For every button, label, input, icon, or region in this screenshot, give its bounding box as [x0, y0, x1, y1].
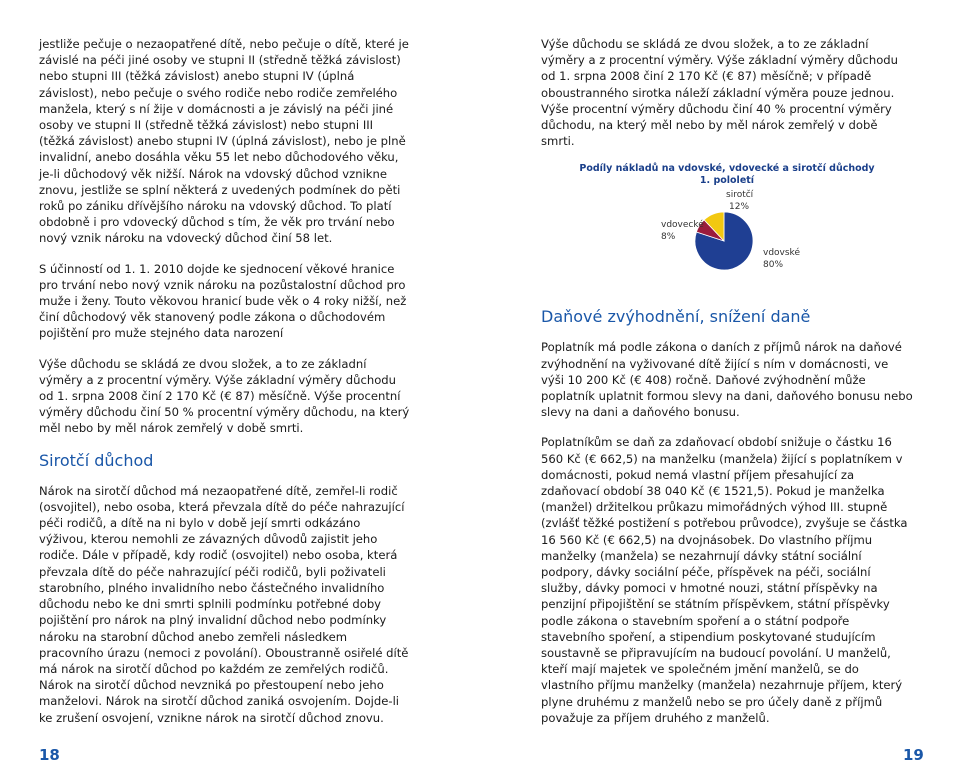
- pie-chart: [541, 163, 913, 293]
- page-number-right: 19: [903, 746, 924, 764]
- label-vdovske-name: vdovské: [763, 248, 800, 259]
- label-sirotci-name: sirotčí: [726, 190, 754, 201]
- left-paragraph-1: jestliže pečuje o nezaopatřené dítě, nebo pečuje o dítě, které je závislé na péči jiné osoby ve stupni II (středně těžká závislost) nebo stupni III (těžká závislost) anebo stupni IV (úplná závislost), nebo pečuje o svého rodiče nebo rodiče zemřelého manžela, který s ní žije v domácnosti a je závislý na péči jiné osoby ve stupni II (středně těžká závislost) nebo stupni III (těžká závislost) anebo stupni IV (úplná závislost), nebo je plně invalidní, anebo dosáhla věku 55 let nebo důchodového věku, je-li důchodový věk nižší. Nárok na vdovský důchod vznikne znovu, jestliže se splní některá z uvedených podmínek do pěti roků po zániku dřívějšího nároku na vdovský důchod. To platí obdobně i pro vdovecký důchod s tím, že věk pro trvání nebo nový vznik nároku na vdovecký důchod činí 58 let.: [39, 37, 409, 246]
- label-vdovecke-value: 8%: [661, 232, 676, 243]
- left-paragraph-3: Výše důchodu se skládá ze dvou složek, a to ze základní výměry a z procentní výměry. Výše základní výměry důchodu od 1. srpna 2008 činí 2 170 Kč (€ 87) měsíčně. Výše procentní výměry důchodu činí 50 % procentní výměry důchodu, na který měl nebo by měl nárok zemřelý v době smrti.: [39, 356, 410, 436]
- right-paragraph-1: Výše důchodu se skládá ze dvou složek, a to ze základní výměry a z procentní výměry. Výše základní výměry důchodu od 1. srpna 2008 činí 2 170 Kč (€ 87) měsíčně; v případě oboustranného sirotka náleží základní výměra pouze jednou. Výše procentní výměry důchodu činí 40 % procentní výměry důchodu, na který měl nebo by měl nárok zemřelý v době smrti.: [541, 37, 899, 149]
- right-paragraph-2: Poplatník má podle zákona o daních z příjmů nárok na daňové zvýhodnění na vyživované dítě žijící s ním v domácnosti, ve výši 10 200 Kč (€ 408) ročně. Daňové zvýhodnění může poplatník uplatnit formou slevy na dani, daňového bonusu nebo slevy na dani a daňového bonusu.: [541, 340, 913, 420]
- left-paragraph-2: S účinností od 1. 1. 2010 dojde ke sjednocení věkové hranice pro trvání nebo nový vznik nároku na pozůstalostní důchod pro muže i ženy. Touto věkovou hranicí bude věk o 4 roky nižší, než činí důchodový věk stanovený podle zákona o důchodovém pojištění pro muže stejného data narození: [39, 261, 407, 341]
- pie-svg: [541, 189, 913, 293]
- right-column: [541, 36, 913, 740]
- label-vdovske-value: 80%: [763, 260, 784, 271]
- heading-sirotci-duchod: Sirotčí důchod: [39, 450, 154, 470]
- chart-title: [541, 163, 913, 187]
- left-paragraph-4: Nárok na sirotčí důchod má nezaopatřené dítě, zemřel-li rodič (osvojitel), nebo osoba, která převzala dítě do péče nahrazující péči rodičů, a dítě na ni bylo v době její smrti odkázáno výživou, kterou nemohli ze závazných důvodů zajistit jeho rodiče. Dále v případě, kdy rodič (osvojitel) nebo osoba, která převzala dítě do péče nahrazující péči rodičů, byli poživateli starobního, plného invalidního nebo částečného invalidního důchodu nebo ke dni smrti splnili podmínku potřebné doby pojištění pro nárok na plný invalidní důchod nebo podmínky nároku na starobní důchod anebo zemřeli následkem pracovního úrazu (nemoci z povolání). Oboustranně osiřelé dítě má nárok na sirotčí důchod po každém ze zemřelých rodičů. Nárok na sirotčí důchod nevzniká po přestoupení nebo jeho manželovi. Nárok na sirotčí důchod zaniká osvojením. Dojde-li ke zrušení osvojení, vznikne nárok na sirotčí důchod znovu.: [39, 483, 409, 725]
- page-number-left: 18: [39, 746, 60, 764]
- heading-danove-zvyhodneni: Daňové zvýhodnění, snížení daně: [541, 307, 811, 327]
- left-column: [39, 36, 411, 740]
- chart-title-line-1: Podíly nákladů na vdovské, vdovecké a sirotčí důchody: [579, 163, 875, 175]
- right-paragraph-3: Poplatníkům se daň za zdaňovací období snižuje o částku 16 560 Kč (€ 662,5) na manželku (manžela) žijící s poplatníkem v domácnosti, pokud nemá vlastní příjem přesahující za zdaňovací období 38 040 Kč (€ 1521,5). Pokud je manželka (manžel) držitelkou průkazu mimořádných výhod III. stupně (zvlášť těžké postižení s potřebou průvodce), zvyšuje se částka 16 560 Kč (€ 662,5) na dvojnásobek. Do vlastního příjmu manželky (manžela) se nezahrnují dávky státní sociální podpory, dávky sociální péče, příspěvek na péči, sociální služby, dávky pomoci v hmotné nouzi, státní příspěvky na penzijní připojištění se státním příspěvkem, státní příspěvky podle zákona o stavebním spoření a o státní podpoře stavebního spoření, a stipendium poskytované studujícím soustavně se připravujícím na budoucí povolání. U manželů, kteří mají majetek ve společném jmění manželů, se do vlastního příjmu manželky (manžela) nezahrnuje příjem, který plyne druhému z manželů nebo se pro účely daně z příjmů považuje za příjem druhého z manželů.: [541, 435, 908, 725]
- label-vdovecke-name: vdovecké: [661, 220, 704, 231]
- label-sirotci-value: 12%: [729, 202, 750, 213]
- chart-title-line-2: 1. pololetí: [699, 175, 755, 187]
